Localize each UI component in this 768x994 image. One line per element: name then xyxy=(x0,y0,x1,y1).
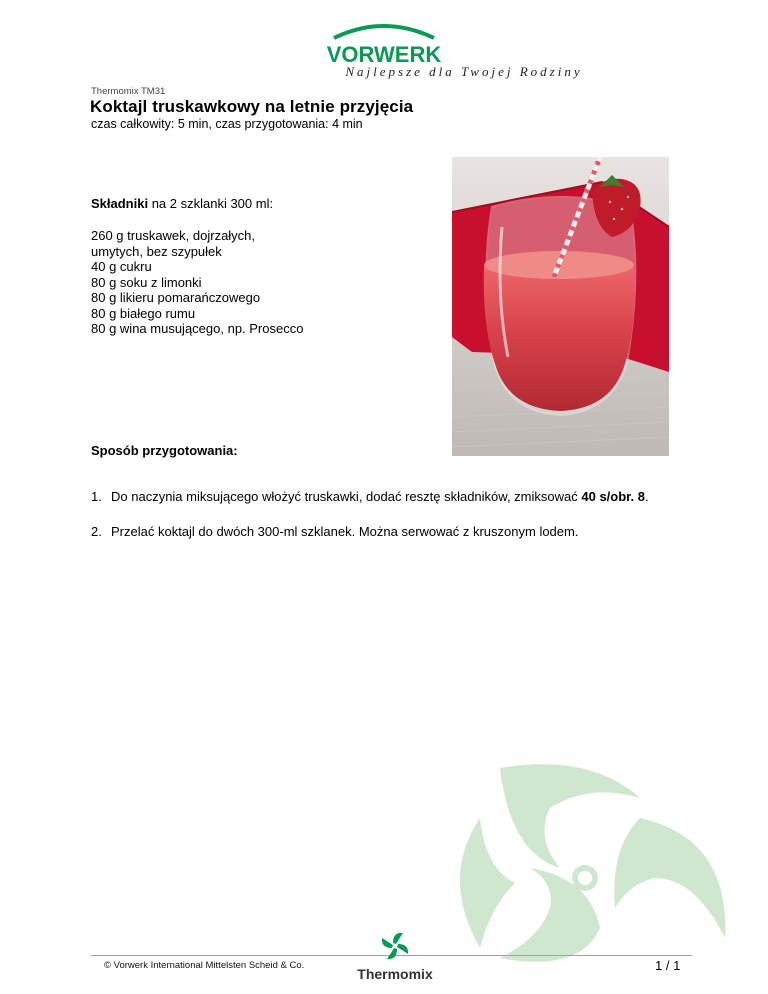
ingredient-item: 260 g truskawek, dojrzałych, xyxy=(91,228,256,243)
tagline: Najlepsze dla Twojej Rodziny xyxy=(345,64,583,79)
model-label: Thermomix TM31 xyxy=(91,86,166,97)
method-steps xyxy=(91,485,691,555)
ingredient-item: 80 g likieru pomarańczowego xyxy=(91,290,261,305)
cocktail-photo xyxy=(452,157,669,456)
page-number: 1 / 1 xyxy=(655,958,681,973)
method-step xyxy=(91,485,691,508)
ingredient-item: umytych, bez szypułek xyxy=(91,243,222,259)
ingredients-heading xyxy=(91,196,273,211)
step-text-end: . xyxy=(644,489,649,504)
recipe-title: Koktajl truskawkowy na letnie przyjęcia xyxy=(90,97,414,116)
step-text: Przelać koktajl do dwóch 300-ml szklanek. Można serwować z kruszonym lodem. xyxy=(111,524,579,539)
ingredients-list xyxy=(91,228,391,337)
step-number: 1. xyxy=(91,489,102,504)
ingredient-item: 80 g wina musującego, np. Prosecco xyxy=(91,321,304,336)
step-text: Do naczynia miksującego włożyć truskawki, dodać resztę składników, zmiksować xyxy=(111,489,578,504)
thermomix-watermark-icon xyxy=(440,758,730,968)
ingredient-item: 80 g białego rumu xyxy=(91,305,196,321)
ingredients-heading-rest: na 2 szklanki 300 ml: xyxy=(148,196,274,211)
copyright-text: © Vorwerk International Mittelsten Scheid & Co. xyxy=(104,960,305,971)
method-step xyxy=(91,520,691,543)
thermomix-logo-text: Thermomix xyxy=(357,966,433,982)
method-heading: Sposób przygotowania: xyxy=(91,443,238,458)
step-setting: 40 s/obr. 8 xyxy=(581,489,645,504)
ingredient-item: 80 g soku z limonki xyxy=(91,274,202,290)
recipe-times: czas całkowity: 5 min, czas przygotowania: 4 min xyxy=(91,117,363,131)
vorwerk-logo-text: VORWERK xyxy=(326,42,442,67)
ingredient-item: 40 g cukru xyxy=(91,259,152,274)
ingredients-heading-bold: Składniki xyxy=(91,196,149,211)
step-number: 2. xyxy=(91,524,102,539)
thermomix-logo xyxy=(350,930,440,986)
